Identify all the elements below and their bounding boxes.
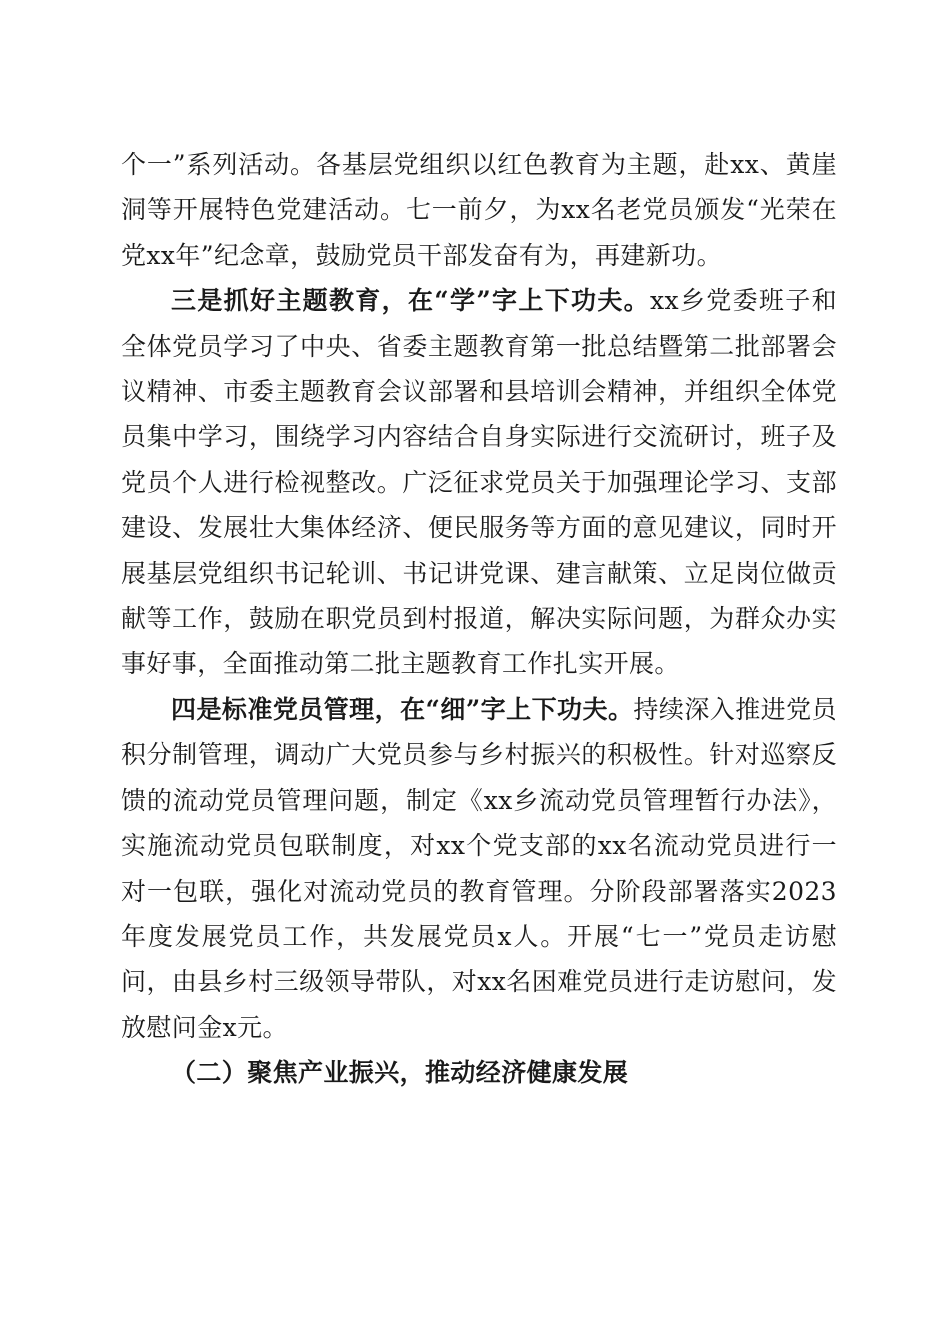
document-body — [121, 142, 837, 1096]
paragraph-body: xx乡党委班子和全体党员学习了中央、省委主题教育第一批总结暨第二批部署会议精神、市委主题教育会议部署和县培训会精神，并组织全体党员集中学习，围绕学习内容结合自身实际进行交流研讨，班子及党员个人进行检视整改。广泛征求党员关于加强理论学习、支部建设、发展壮大集体经济、便民服务等方面的意见建议，同时开展基层党组织书记轮训、书记讲党课、建言献策、立足岗位做贡献等工作，鼓励在职党员到村报道，解决实际问题，为群众办实事好事，全面推动第二批主题教育工作扎实开展。 — [121, 286, 837, 679]
paragraph-member-management — [121, 687, 837, 1050]
paragraph-lead: 三是抓好主题教育，在“学”字上下功夫。 — [171, 286, 651, 316]
paragraph-body: 持续深入推进党员积分制管理，调动广大党员参与乡村振兴的积极性。针对巡察反馈的流动党员管理问题，制定《xx乡流动党员管理暂行办法》，实施流动党员包联制度，对xx个党支部的xx名流动党员进行一对一包联，强化对流动党员的教育管理。分阶段部署落实2023年度发展党员工作，共发展党员x人。开展“七一”党员走访慰问，由县乡村三级领导带队，对xx名困难党员进行走访慰问，发放慰问金x元。 — [121, 694, 837, 1042]
section-heading: （二）聚焦产业振兴，推动经济健康发展 — [171, 1058, 629, 1088]
paragraph-continued — [121, 142, 837, 278]
paragraph-theme-education — [121, 278, 837, 687]
paragraph-lead: 四是标准党员管理，在“细”字上下功夫。 — [171, 694, 634, 724]
paragraph-body: 个一”系列活动。各基层党组织以红色教育为主题，赴xx、黄崖洞等开展特色党建活动。七一前夕，为xx名老党员颁发“光荣在党xx年”纪念章，鼓励党员干部发奋有为，再建新功。 — [121, 150, 837, 270]
